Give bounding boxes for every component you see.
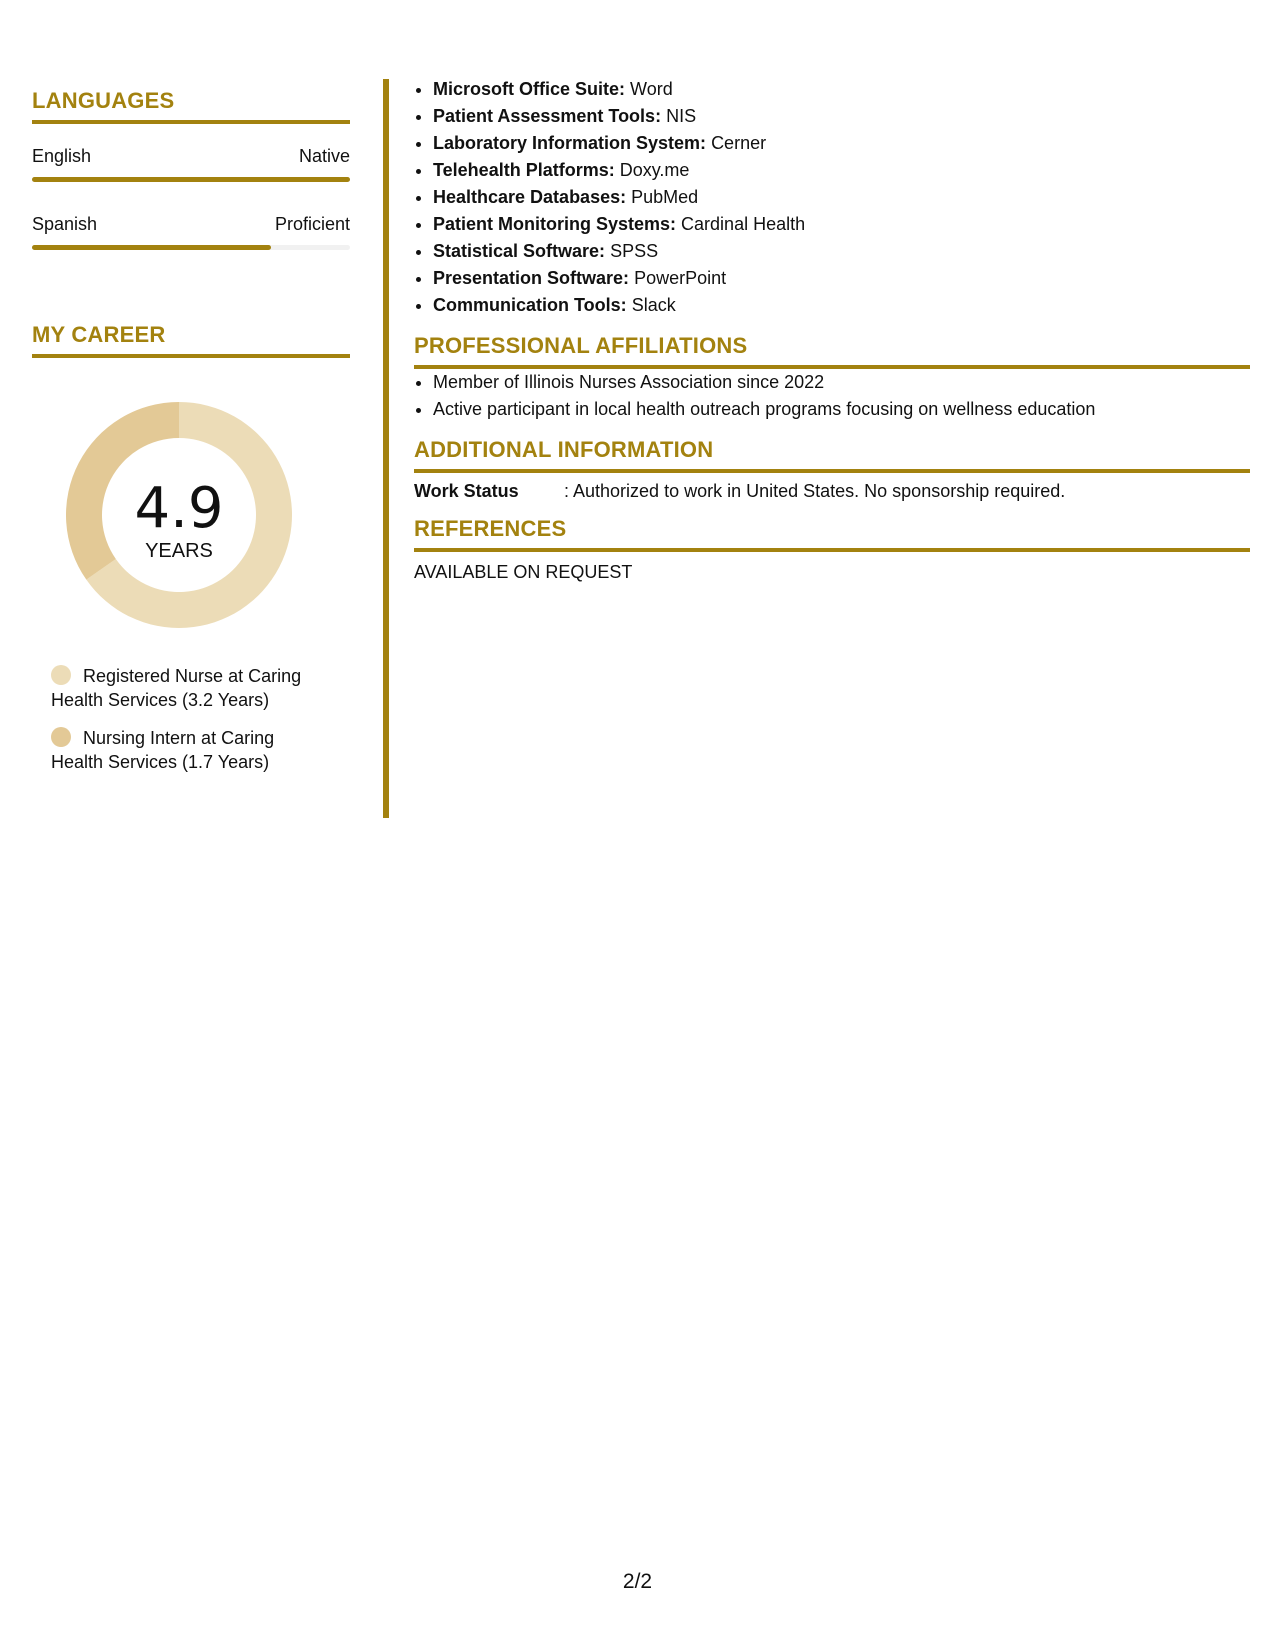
tool-value: Cardinal Health: [681, 214, 806, 234]
references-title: REFERENCES: [414, 516, 1250, 552]
language-name: English: [32, 146, 92, 166]
main-content: [414, 76, 1250, 583]
tool-value: PowerPoint: [634, 268, 727, 288]
tool-label: Patient Monitoring Systems:: [433, 214, 677, 234]
legend-item: [51, 726, 321, 774]
additional-info-title: ADDITIONAL INFORMATION: [414, 437, 1250, 473]
language-bar: [32, 177, 350, 182]
tool-item: [433, 76, 1250, 103]
language-bar-fill: [32, 177, 350, 182]
affiliations-list: [414, 369, 1250, 423]
tool-value: NIS: [666, 106, 697, 126]
tool-label: Presentation Software:: [433, 268, 630, 288]
tool-item: [433, 265, 1250, 292]
tool-label: Patient Assessment Tools:: [433, 106, 662, 126]
language-item: [32, 146, 350, 182]
tool-value: PubMed: [631, 187, 699, 207]
language-level: Proficient: [274, 214, 350, 234]
tool-item: [433, 211, 1250, 238]
legend-dot: [51, 665, 71, 685]
tool-item: [433, 292, 1250, 319]
affiliations-title: PROFESSIONAL AFFILIATIONS: [414, 333, 1250, 369]
language-item: [32, 214, 350, 250]
tool-value: Word: [630, 79, 673, 99]
tools-list: [414, 76, 1250, 319]
tool-label: Communication Tools:: [433, 295, 627, 315]
language-level: Native: [298, 146, 350, 166]
legend-item: [51, 664, 321, 712]
career-total: 4.9: [134, 476, 224, 541]
career-unit: YEARS: [145, 540, 213, 562]
tool-label: Microsoft Office Suite:: [433, 79, 626, 99]
tool-item: [433, 157, 1250, 184]
tool-item: [433, 130, 1250, 157]
career-legend: [51, 664, 350, 774]
tool-value: Slack: [631, 295, 676, 315]
page-number: 2/2: [622, 1570, 653, 1593]
tool-label: Statistical Software:: [433, 241, 606, 261]
tool-value: Doxy.me: [619, 160, 690, 180]
work-status-value: : Authorized to work in United States. No sponsorship required.: [564, 481, 1066, 501]
column-divider: [383, 79, 389, 818]
tool-item: [433, 238, 1250, 265]
work-status-label: Work Status: [414, 481, 519, 501]
work-status-row: [414, 481, 1250, 502]
language-bar: [32, 245, 350, 250]
tool-label: Telehealth Platforms:: [433, 160, 615, 180]
legend-label: Registered Nurse at Caring Health Services (3.2 Years): [51, 666, 302, 710]
language-name: Spanish: [32, 214, 98, 234]
career-title: MY CAREER: [32, 322, 350, 358]
tool-value: Cerner: [711, 133, 767, 153]
references-text: AVAILABLE ON REQUEST: [414, 562, 633, 582]
affiliation-item: • Member of Illinois Nurses Association since 2022: [433, 369, 1250, 396]
language-bar-fill: [32, 245, 271, 250]
tool-value: SPSS: [610, 241, 659, 261]
legend-dot: [51, 727, 71, 747]
tool-label: Healthcare Databases:: [433, 187, 627, 207]
sidebar: [32, 88, 350, 788]
tool-item: [433, 184, 1250, 211]
legend-label: Nursing Intern at Caring Health Services (1.7 Years): [51, 728, 275, 772]
tool-label: Laboratory Information System:: [433, 133, 707, 153]
affiliation-item: • Active participant in local health outreach programs focusing on wellness education: [433, 396, 1250, 423]
career-donut-chart: [66, 402, 292, 628]
tool-item: [433, 103, 1250, 130]
languages-title: LANGUAGES: [32, 88, 350, 124]
